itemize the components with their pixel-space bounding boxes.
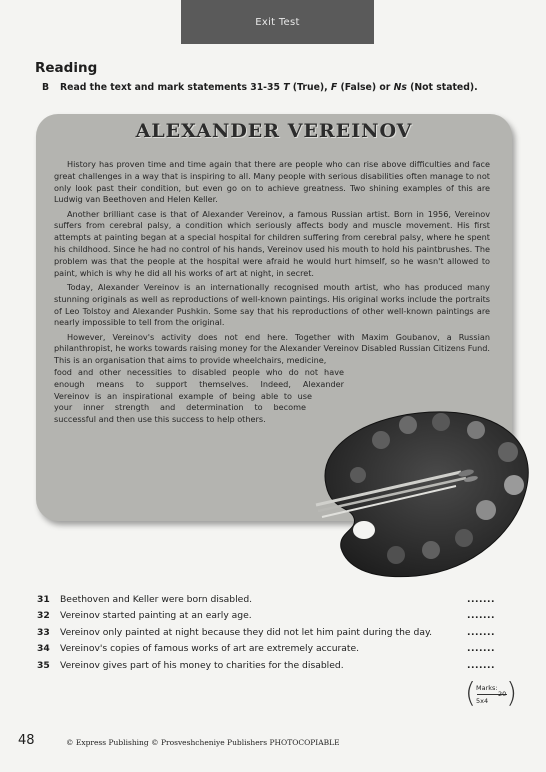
- header-label: Exit Test: [255, 16, 300, 28]
- article-paragraph-4-line-2: enough means to support themselves. Indeed, Alexander: [54, 378, 344, 389]
- statement-text: Vereinov's copies of famous works of art are extremely accurate.: [60, 643, 360, 655]
- copyright-footer: © Express Publishing © Prosveshcheniye Publishers PHOTOCOPIABLE: [66, 738, 340, 747]
- article-paragraph-2: Another brilliant case is that of Alexander Vereinov, a famous Russian artist. Born in 1956, Vereinov suffers from cerebral palsy, a condition which seriously affects body and muscle movement. His first attempts at painting began at a special hospital for children suffering from cerebral palsy, where he spent his childhood. Since he had no control of his hands, Vereinov used his mouth to hold his paintbrushes. The problem was that the people at the hospital were afraid he would hurt himself, so he wasn't allowed to paint, which is why he did all his works of art at night, in secret.: [54, 208, 490, 278]
- palette-illustration: [286, 380, 540, 580]
- article-title: ALEXANDER VEREINOV: [135, 120, 413, 142]
- statement-text: Beethoven and Keller were born disabled.: [60, 593, 253, 605]
- statement-number: 33: [37, 626, 50, 638]
- palette-thumb-hole: [353, 521, 375, 539]
- statement-31: [37, 591, 497, 608]
- statement-33: [37, 624, 497, 641]
- statement-35: [37, 657, 497, 674]
- palette-with-brushes-image: [286, 380, 540, 580]
- statement-number: 35: [37, 659, 50, 671]
- task-text-mid1: (True),: [289, 82, 331, 93]
- task-text-mid2: (False) or: [337, 82, 394, 93]
- article-paragraph-4-line-4: your inner strength and determination to become: [54, 402, 306, 413]
- statement-number: 31: [37, 593, 50, 605]
- article-paragraph-4-line-3: Vereinov is an inspirational example of being able to use: [54, 390, 312, 401]
- article-paragraph-1: History has proven time and time again that there are people who can rise above difficulties and face great challenges in a way that is inspiring to all. Many people with serious disabilities often manage to not only look past their condition, but even go on to achieve greatness. Two shining examples of this are Ludwig van Beethoven and Helen Keller.: [54, 159, 490, 205]
- task-text-start: Read the text and mark statements 31-35: [60, 82, 284, 93]
- answer-blank[interactable]: .......: [467, 643, 495, 655]
- task-ns: Ns: [393, 82, 407, 93]
- answer-blank[interactable]: .......: [467, 610, 495, 622]
- marks-bracket-right: ): [506, 676, 517, 709]
- answer-blank[interactable]: .......: [467, 593, 495, 605]
- task-letter: B: [42, 82, 50, 93]
- statement-34: [37, 641, 497, 658]
- marks-bracket-left: (: [465, 676, 476, 709]
- statement-number: 32: [37, 610, 50, 622]
- statement-32: [37, 608, 497, 625]
- task-f: F: [330, 82, 338, 93]
- article-paragraph-4-line-1: food and other necessities to disabled people who do not have: [54, 367, 344, 378]
- article-paragraph-3: Today, Alexander Vereinov is an internationally recognised mouth artist, who has produced many stunning originals as well as reproductions of well-known paintings. His original works include the portraits of Leo Tolstoy and Alexander Pushkin. Some say that his reproductions of other well-known paintings are nearly impossible to tell from the original.: [54, 281, 490, 328]
- statement-text: Vereinov gives part of his money to charities for the disabled.: [60, 659, 344, 671]
- task-text-end: (Not stated).: [406, 82, 478, 93]
- answer-blank[interactable]: .......: [467, 626, 495, 638]
- statement-text: Vereinov started painting at an early age.: [60, 610, 252, 622]
- marks-total: 20: [498, 690, 507, 698]
- article-paragraph-4-line-5: successful and then use this success to help others.: [54, 414, 266, 425]
- statement-text: Vereinov only painted at night because they did not let him paint during the day.: [60, 626, 432, 638]
- statements-list: [37, 591, 497, 674]
- article-paragraph-4: However, Vereinov's activity does not end here. Together with Maxim Goubanov, a Russian philanthropist, he works towards raising money for the Alexander Vereinov Disabled Russian Citizens Fund. This is an organisation that aims to provide wheelchairs, medicine,: [54, 331, 490, 366]
- section-title: Reading: [35, 60, 98, 76]
- task-instruction: [42, 82, 532, 93]
- statement-number: 34: [37, 643, 50, 655]
- task-t: T: [283, 82, 290, 93]
- answer-blank[interactable]: .......: [467, 659, 495, 671]
- marks-multiplier: 5x4: [476, 697, 489, 705]
- page-number: 48: [18, 733, 35, 748]
- exit-test-header: [181, 0, 374, 44]
- marks-box: [465, 676, 517, 712]
- marks-label: Marks:: [476, 684, 498, 692]
